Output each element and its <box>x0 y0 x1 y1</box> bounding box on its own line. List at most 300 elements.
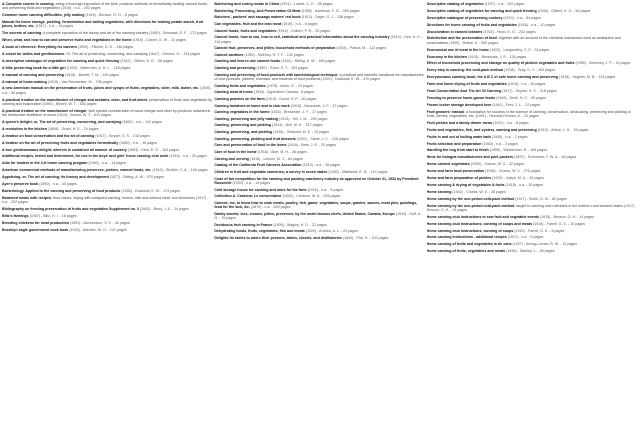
book-meta: (1653) - Kent, E. G. - 162 pages <box>127 147 180 152</box>
book-meta: (1870) - n.a. - 400 pages <box>250 205 291 210</box>
list-item <box>214 84 425 88</box>
book-title[interactable]: The secrets of canning <box>2 31 42 36</box>
book-title[interactable]: Balanced meals with recipes <box>2 195 51 200</box>
list-item <box>427 55 638 59</box>
book-meta: (1949) - Diehl, H. C. - 60 pages <box>496 95 547 100</box>
list-item <box>214 53 425 57</box>
list-item <box>214 194 425 198</box>
book-meta: (1916) - Abel, M. H. - 46 pages <box>257 150 307 155</box>
list-item <box>427 82 638 86</box>
column-2 <box>214 2 425 441</box>
book-title[interactable]: Hints for bologna manufacturers and pork packers <box>426 155 514 160</box>
book-title[interactable]: Fruit pickles and a family dinner menu <box>426 120 493 125</box>
book-meta: (1940) - n.a. - 14 pages <box>88 161 127 166</box>
book-description: together with an account of the chemical substances used as antiseptics and preservatives <box>426 36 621 45</box>
book-meta: (1916) - n.a. - 10 pages <box>517 22 556 27</box>
list-item <box>427 9 638 13</box>
book-meta: (1922) - Langworthy, C. F. - 31 pages <box>489 47 550 52</box>
list-item <box>427 162 638 166</box>
list-item <box>214 90 425 94</box>
list-item <box>427 96 638 100</box>
book-meta: (1921) - Lowrie, C. D. - 55 pages <box>280 2 333 6</box>
list-item <box>427 103 638 107</box>
book-meta: (1913) - Hill, J. M. - 202 pages <box>279 116 328 121</box>
book-meta: (1917) - n.a. - 202 pages <box>2 195 209 205</box>
book-meta: (1913) - Sayer, G. J. - 138 pages <box>301 15 354 20</box>
book-title[interactable]: Butchering and curing meats in China <box>214 2 280 6</box>
book-meta: (1917) - Snyder, S. S. - 218 pages <box>95 133 150 138</box>
list-item <box>2 207 213 211</box>
book-title[interactable]: Fruit growers' manual <box>426 109 465 114</box>
book-meta: (1887) - Rorer, S. T. - 104 pages <box>256 66 308 71</box>
list-item: A Complete course in canning: being a thorough exposition of the best, practical methods of hermetically sealing canned foods, and preserving fruits and vegetables (1919) - n.a. - 292 pages <box>2 2 208 11</box>
book-meta: (1917) - Benson, O. H. - 24 pages <box>426 203 637 212</box>
book-title[interactable]: Bibliography on freezing preservation of fruits and vegetables Supplement no. 2 <box>2 206 139 211</box>
list-item <box>214 117 425 121</box>
book-title[interactable]: Directions for home canning of fruits and vegetables <box>426 22 517 27</box>
book-meta: (1942) - Berry, J. A. - 14 pages <box>139 206 189 211</box>
book-meta: (1910) - Hoff, A. G. - 76 pages <box>214 211 422 221</box>
book-meta: (1918) - n.a. - 30 pages <box>505 182 544 187</box>
list-item <box>427 222 638 226</box>
book-title[interactable]: Home canning club instructions to sew fruit and vegetable events <box>426 214 539 219</box>
list-item <box>427 176 638 180</box>
list-item <box>427 128 638 132</box>
list-item <box>214 201 425 210</box>
book-meta: (1921) - Slade, J. C. - 216 pages <box>296 136 349 141</box>
book-meta: (1916) - Benson, O. H. - 8 pages <box>85 13 138 18</box>
list-item <box>2 168 213 172</box>
list-item <box>214 35 425 44</box>
list-item <box>2 66 213 70</box>
book-title[interactable]: Home canning by the one-period cold-pack method <box>426 203 515 208</box>
book-meta: (1937) - n.a. - 102 pages <box>484 2 525 6</box>
book-description: A complete exposition of the theory and art of the canning industry <box>42 31 149 36</box>
list-item <box>2 148 213 152</box>
list-item <box>427 169 638 173</box>
book-title[interactable]: Blitz's farmings <box>2 213 29 218</box>
book-title[interactable]: A revolution in the kitchen <box>2 126 47 131</box>
list-item <box>214 157 425 161</box>
book-title[interactable]: A practical treatise on the manufacture of vinegar and acetates, cider, and fruit-wines <box>2 97 148 102</box>
book-title[interactable]: Canning peaches on the farm <box>214 96 265 101</box>
book-meta: (1916) - Bear, J. R. - 20 pages <box>287 143 336 148</box>
book-title[interactable]: Manual for home storage, pickling, fermentation and salting vegetables, with directions for making potato starch, fruit juices, butters, etc. <box>2 20 204 29</box>
book-title[interactable]: Canning meat at home <box>214 90 253 95</box>
book-title[interactable]: A closet for ladies and gentlewomen <box>2 51 65 56</box>
book-title[interactable]: Catalog of the California Fruit Canners Association <box>214 163 302 168</box>
book-title[interactable]: Home canned vegetables <box>426 162 470 167</box>
list-item <box>214 137 425 141</box>
list-item <box>214 110 425 114</box>
book-title[interactable]: Descriptive catalog of vegetables for canning and quick freezing <box>426 8 537 13</box>
book-title[interactable]: Canned, me, to know how to cook meats, poultry, fish, game; vegetables, soups, gravies, sauces, meat pies, puddings, food for the sick, &c. <box>214 200 418 210</box>
book-meta: (1890) - Schwaab, E. F. - 173 pages <box>149 31 207 36</box>
list-item <box>427 142 638 146</box>
book-title[interactable]: Home canning instructions - additional recipes <box>426 235 507 240</box>
book-meta: (1920) - Andrea, A. L. - 24 pages <box>305 229 358 234</box>
book-title[interactable]: Freezing to preserve home-grown foods <box>426 95 496 100</box>
book-title[interactable]: Children in fruit and vegetable canneries; a survey in seven states <box>214 169 328 174</box>
book-title[interactable]: A practical treatise on the manufacture of vinegar <box>2 108 87 113</box>
book-meta: (1901) - Hemlow-Hinman, A. - 32 pages <box>475 113 539 118</box>
book-title[interactable]: Canning vegetables in the home <box>214 110 270 115</box>
book-title[interactable]: Cold storage house for canning and more for the farm <box>214 187 307 192</box>
book-meta: (1915) - Breazeale, J. F. - 37 pages <box>290 103 348 108</box>
book-meta: (1647) - Greene, G. - 134 pages <box>148 51 201 56</box>
book-meta: (1906) - n.a. - 56 pages <box>2 86 213 95</box>
book-title[interactable]: Ayer's preserve book <box>2 181 39 186</box>
book-title[interactable]: Home canning of fruits and vegetables in tin cans <box>426 242 512 247</box>
book-meta: (1916) - Breazeale, J. F. - 17 pages <box>270 110 327 115</box>
list-item <box>2 189 213 193</box>
book-meta: (1939) - Owens, W. V. - 32 pages <box>470 162 524 167</box>
book-title[interactable]: Care and preservation of food in the home <box>214 143 287 148</box>
book-title[interactable]: Fruits in and out of boiling water bath <box>426 134 491 139</box>
book-meta: (1915) - Farrell, G. E. - 6 pages <box>514 228 565 233</box>
book-meta: (1915) - Lincoln, M. J. - 64 pages <box>249 156 303 161</box>
book-title[interactable]: Home canning <box>426 189 452 194</box>
book-meta: (1910) - Gould, H. P. - 40 pages <box>265 96 317 101</box>
book-title[interactable]: Canned foods; how to can, how to sell, statistical and practical information about the canning industry <box>214 35 390 40</box>
book-title[interactable]: Discoloration in canned lobsters <box>426 29 483 34</box>
list-item <box>427 135 638 139</box>
book-title[interactable]: Canning, preserving and pickling <box>214 123 272 128</box>
book-meta: (1662) - n.a. - 110 pages <box>122 119 162 124</box>
book-meta: (1955) - Ashbrook, F. G. - 309 pages <box>301 8 360 13</box>
list-item <box>427 148 638 152</box>
list-item <box>214 163 425 167</box>
book-title[interactable]: A manual of canning and preserving <box>2 72 64 77</box>
book-meta: (1942) - Cruess, W. V. - 48 pages <box>452 189 506 194</box>
list-item <box>427 235 638 239</box>
book-meta: (1936) - Stanley, L. - 46 pages <box>506 249 555 254</box>
book-meta: (1940) - n.a. - 2 pages <box>491 134 528 139</box>
list-item <box>214 150 425 154</box>
book-meta: (1906) - Duckwall, E. W. - 174 pages <box>121 188 180 193</box>
list-item: Home canning by the one-period cold-pack method: taught to canning club members in the northern and western states (1917) - Benson, O. H. - 24 pages <box>426 203 637 212</box>
column-3 <box>427 2 638 441</box>
list-item <box>427 229 638 233</box>
book-title[interactable]: A true gentlewomans delight; wherein is contained all manner of cookery <box>2 147 127 152</box>
book-title[interactable]: Disinfection and the preservation of food <box>426 36 497 41</box>
book-description: preservation of fruits and vegetables by canning and evaporation <box>2 97 212 106</box>
book-description: a foundation for success in the science of canning, conservation, desiccating, preserving and pickling of fruits, berries, vegetables, etc. <box>426 109 631 118</box>
book-title[interactable]: Canned foods; fruits and vegetables <box>214 28 277 33</box>
book-description: taught to canning club members in the northern and western states <box>516 203 623 208</box>
book-title[interactable]: Canning fruits and vegetables <box>214 83 266 88</box>
book-meta: (1919) - Van Rensselaer, M. - 726 pages <box>47 79 113 84</box>
list-item <box>214 9 425 13</box>
list-item <box>2 221 213 225</box>
book-title[interactable]: A little preserving book for a little girl <box>2 65 66 70</box>
book-title[interactable]: Everywomans canning book; the A B C of safe home canning and preserving <box>426 75 558 80</box>
book-title[interactable]: Dehydrating foods, fruits, vegetables, fish and meats <box>214 229 305 234</box>
list-item <box>214 59 425 63</box>
list-item <box>214 66 425 70</box>
list-item <box>427 121 638 125</box>
book-title[interactable]: Handling the hog from start to finish <box>426 148 489 153</box>
book-meta: (1942) - Gilbert, H. G. - 58 pages <box>120 58 173 63</box>
list-item: Balanced meals with recipes: food values, drying with collapsed canning, menus, with and without meat, box luncheons (1917) - n.a. - 202 pages <box>2 195 209 205</box>
book-meta: (1916) - n.a. - 20 pages <box>169 154 207 159</box>
list-item <box>427 16 638 20</box>
book-title[interactable]: A manual of home-making <box>2 79 47 84</box>
book-title[interactable]: Home canning of fruits, vegetables and meats <box>426 249 506 254</box>
book-meta: (1915) - Benson, O. H. - 14 pages <box>539 214 595 219</box>
list-item <box>427 68 638 72</box>
book-title[interactable]: A book of reference: Everything for canners <box>2 45 77 50</box>
book-meta: (1916) - Bitting, A. W. - 160 pages <box>281 59 336 64</box>
book-title[interactable]: Collection A. Cardona; Le conservateur <box>214 194 282 199</box>
book-title[interactable]: Descriptive catalog of vegetables <box>426 2 484 6</box>
book-title[interactable]: Bacteriology. Applied to the canning and preserving of food products <box>2 188 121 193</box>
list-item <box>2 13 213 17</box>
book-title[interactable]: A treatise on the art of preserving fruits and vegetables hermetically <box>2 140 119 145</box>
book-meta: (1913) - n.a. - 36 pages <box>302 163 341 168</box>
book-title[interactable]: Appetizing, or, The art of canning; its history and development <box>2 175 109 180</box>
book-meta: (1890) - n.a. - 40 pages <box>39 181 77 186</box>
book-meta: (1919) - n.a. - 292 pages <box>60 6 101 11</box>
book-title[interactable]: Additional recipes, tested and determined, for use in the boys' and girls' home canning club work <box>2 154 169 159</box>
list-item <box>214 188 425 192</box>
book-meta: (1920) - Waterman, A. H. L. - 218 pages <box>66 65 131 70</box>
book-meta: (1918) - Griswold, M. E. - 19 pages <box>273 130 329 135</box>
book-title[interactable]: Food Conservation And The Art Of Canning <box>426 88 502 93</box>
list-item <box>214 97 425 101</box>
book-meta: (1927) - Arengo-Jones, R. W. - 12 pages <box>512 242 578 247</box>
book-meta: (1917) - n.a. - 16 pages <box>35 24 74 29</box>
list-item <box>427 30 638 34</box>
list-item: The secrets of canning: A complete exposition of the theory and art of the canning industry (1890) - Schwaab, E. F. - 173 pages <box>2 31 207 36</box>
book-meta: (1909) - Wagley, H. D. - 22 pages <box>273 222 327 227</box>
list-item <box>214 123 425 127</box>
list-item <box>2 59 213 63</box>
book-meta: (1890) - Brannt, W. T. - 534 pages <box>42 101 97 106</box>
list-item <box>2 228 213 232</box>
list-item <box>2 134 213 138</box>
book-title[interactable]: Canning, preserving, and pickling <box>214 130 273 135</box>
list-item <box>214 236 425 240</box>
list-item <box>427 249 638 253</box>
book-title[interactable]: A treatise on food conservation and the art of canning <box>2 133 95 138</box>
book-title[interactable]: When, what, and how to can and preserve fruits and vegetables in the home <box>2 38 132 43</box>
list-item <box>427 155 638 159</box>
list-item <box>427 190 638 194</box>
book-meta: (1914) - Brannt, W. T. - 610 pages <box>56 113 111 118</box>
book-meta: (1940) - n.a. - 2 pages <box>482 141 518 146</box>
book-title[interactable]: Home canning by the one-period cold-pack method <box>426 196 515 201</box>
book-meta: (1914) - Gee, A. H. - 216 pages <box>214 35 423 44</box>
book-title[interactable]: Farm and home drying of fruits and vegetables <box>426 82 507 87</box>
book-title[interactable]: Home canning & drying of vegetables & fruits <box>426 182 505 187</box>
book-meta: (1842) - Cardone, M. A. - 516 pages <box>282 194 341 199</box>
list-item <box>427 23 638 27</box>
book-meta: (1919) - n.a. - 54 pages <box>503 15 541 20</box>
list-item <box>214 143 425 147</box>
book-description: a practical and scientific handbook for manufacturers of food products, jobbers, chemists, and students of food problems <box>214 72 424 81</box>
book-title[interactable]: American commercial methods of manufacturing preserves, pickles, canned foods, etc. <box>2 168 152 173</box>
book-title[interactable]: Care of food in the home <box>214 150 257 155</box>
book-title[interactable]: Economical use of meat in the home <box>426 47 489 52</box>
book-meta: (1916) - Farrell, G. E. - 10 pages <box>533 221 586 226</box>
book-meta: (1914) - Neil, M. H. - 317 pages <box>272 123 323 128</box>
book-meta: (1955) - Sweeney, J. P. - 10 pages <box>575 61 631 66</box>
book-title[interactable]: Home canning club instructions; canning of soups and meats <box>426 221 533 226</box>
book-meta: (1912) - Arthur, L. H. - 25 pages <box>537 127 589 132</box>
book-title[interactable]: Frozen locker storage developed here <box>426 102 492 107</box>
list-item <box>427 197 638 201</box>
list-item <box>214 229 425 233</box>
column-1 <box>2 2 213 441</box>
book-meta: (1900) - Rideal, S. - 502 pages <box>449 40 499 45</box>
book-title[interactable]: A descriptive catalogue of vegetables for canning and quick freezing <box>2 58 120 63</box>
book-title[interactable]: Canning tomatoes at home and in club work <box>214 103 290 108</box>
book-title[interactable]: A queen's delight; or, The art of preserving, conserving, and candying <box>2 119 122 124</box>
book-title[interactable]: Canning and how to use canned foods <box>214 59 281 64</box>
book-title[interactable]: Effect of household processing and storage on quality of pickled vegetables and fruits <box>426 61 575 66</box>
book-meta: (1922) - Hood, E. G. - 252 pages <box>483 29 536 34</box>
list-item: A closet for ladies and gentlewomen: Or, The art of preserving, conserving, and candying (1647) - Greene, G. - 134 pages <box>2 51 201 56</box>
book-meta: (1940) - Gilbert, H. G. - 54 pages <box>537 8 591 13</box>
book-title[interactable]: Home canning club instructions; canning of soups <box>426 228 514 233</box>
list-item <box>214 223 425 227</box>
book-title[interactable]: A Complete course in canning <box>2 2 54 6</box>
list-item <box>427 215 638 219</box>
book-title[interactable]: Butchers', packers' and sausage makers' red book <box>214 15 301 20</box>
list-item <box>2 175 213 179</box>
book-description: Or, The art of preserving, conserving, and candying <box>66 51 148 56</box>
list-item <box>2 73 213 77</box>
book-meta: (1869) - n.a. - 16 pages <box>119 140 157 145</box>
book-title[interactable]: Canning, preserving and jelly making <box>214 116 279 121</box>
book-title[interactable]: Deciduous fruit canning in France <box>214 222 273 227</box>
book-meta: (1918) - Barrett, T. M. - 120 pages <box>64 72 120 77</box>
list-item <box>2 45 213 49</box>
list-item <box>427 75 638 79</box>
list-item <box>2 154 213 158</box>
book-title[interactable]: Home and farm food preservation <box>426 169 485 174</box>
book-meta: (1934) - Agriculture Canada - 8 pages <box>253 90 315 95</box>
book-meta: (1950) - McElroy, R. T. F. - 130 pages <box>244 52 304 57</box>
book-title[interactable]: Breeding chickens for meat production <box>2 220 69 225</box>
book-title[interactable]: Common home canning difficulties, jelly making <box>2 13 85 18</box>
book-meta: (1941) - Ferd, J. L. - 12 pages <box>492 102 541 107</box>
list-item <box>214 177 425 186</box>
book-meta: (1930) - Matthews, E. N. - 147 pages <box>328 169 388 174</box>
book-title[interactable]: Canning and preserving of food products with bacteriological technique <box>214 72 338 77</box>
list-item <box>2 182 213 186</box>
book-meta: (1917) - n.a. - 6 pages <box>507 235 544 240</box>
list-item <box>214 46 425 50</box>
list-item: A practical treatise on the manufacture of vinegar: with special consideration of wood vinegar and other by-products obtained in the destructive distillation of wood (1914) - Brannt, W. T. - 610 pages <box>2 108 211 118</box>
list-item <box>214 104 425 108</box>
list-item <box>2 38 213 42</box>
book-title[interactable]: Fruits selection and preparation <box>426 141 482 146</box>
book-meta: (1918) - Hughes, M. B. - 124 pages <box>559 75 616 80</box>
list-item <box>2 120 213 124</box>
book-title[interactable]: Canning, preserving, pickling and fruit desserts <box>214 136 296 141</box>
book-title[interactable]: Brooklyn eagle government cook book <box>2 227 69 232</box>
book-title[interactable]: Code of fair competition for the canning and packing machinery industry as approved on October 31, 1933 by President Roosevelt <box>214 176 419 185</box>
list-item <box>427 2 638 6</box>
book-description: food values, drying with collapsed canning, menus, with and without meat, box luncheons <box>52 195 195 200</box>
book-meta: (1877) - Bitting, A. W. - 970 pages <box>109 175 164 180</box>
book-meta: (1912) - Shriklin, C. A. - 134 pages <box>152 168 208 173</box>
book-meta: (1915) - n.a. - 5 pages <box>307 187 344 192</box>
book-meta: (1917) - Snyder, S. S. - 218 pages <box>502 88 557 93</box>
book-title[interactable]: A new American manual on the preservation of fruits, juices and syrups of fruits, vegetables, cider, milk, butter, etc. <box>2 86 200 91</box>
book-title[interactable]: Canned sardines <box>214 52 244 57</box>
book-meta: (1912) - n.a. - 8 pages <box>493 120 529 125</box>
list-item <box>214 15 425 19</box>
book-title[interactable]: Carving and serving <box>214 156 249 161</box>
list-item <box>214 29 425 33</box>
book-meta: (1918) - Gray, G. V. - 264 pages <box>504 68 556 73</box>
book-title[interactable]: Can vegetables, fruit and the lean meat <box>214 21 282 26</box>
book-meta: (1918) - Allender, W. O. - 122 pages <box>69 227 127 232</box>
book-meta: (1950) - Westerman, B. - 166 pages <box>489 148 548 153</box>
book-title[interactable]: Aids for leaders in the 4-H home canning program <box>2 161 88 166</box>
book-title[interactable]: Home and farm preparation of pickles <box>426 175 492 180</box>
book-description: being a thorough exposition of the best, practical methods of hermetically sealing canned foods, and preserving fruits and vegetables <box>2 2 208 11</box>
book-meta: (1918) - n.a. - 40 pages <box>507 82 546 87</box>
book-title[interactable]: Every step in canning: the cold-pack method <box>426 68 504 73</box>
book-meta: (1933) - n.a. - 14 pages <box>232 180 271 185</box>
list-item <box>214 130 425 134</box>
list-item <box>2 80 213 84</box>
list-item: A practical treatise on the manufacture of vinegar and acetates, cider, and fruit-wines: preservation of fruits and vegetables by canning and evaporation (1890) - Brannt, W. T. - 534 pages <box>2 97 212 106</box>
book-meta: (1904) - Parloa, M. - 112 pages <box>336 46 387 51</box>
book-title[interactable]: Canning and preserving <box>214 66 256 71</box>
book-meta: (1918) - Cruess, W. V. - 276 pages <box>485 169 541 174</box>
book-title[interactable]: Economy in the kitchen <box>426 54 467 59</box>
book-meta: (1919) - n.a. - 8 pages <box>282 21 318 26</box>
list-item <box>427 61 638 65</box>
list-item <box>427 89 638 93</box>
book-meta: (1919) - Breazeale, J. F. - 134 pages <box>468 54 527 59</box>
list-item <box>427 48 638 52</box>
list-item <box>2 141 213 145</box>
list-item: Fruit growers' manual: a foundation for success in the science of canning, conservation, desiccating, preserving and pickling of fruits, berries, vegetables, etc. (1901) - Hemlow-Hinman, A. - 32 pages <box>426 109 631 118</box>
book-meta: (1951) - Asmundson, V. S. - 40 pages <box>69 220 130 225</box>
book-title[interactable]: Descriptive catalogue of preserving cookery <box>426 15 503 20</box>
list-item <box>2 161 213 165</box>
list-item <box>2 127 213 131</box>
book-meta: (1907) - Blitz, H. I. - 16 pages <box>29 213 77 218</box>
book-meta: (1859) - Grant, H. S. - 24 pages <box>48 126 99 131</box>
book-title[interactable]: Fruits and vegetables, fish, and oysters, canning and preserving <box>426 127 537 132</box>
book-meta: (1917) - Smith, G. M. - 60 pages <box>515 196 567 201</box>
book-title[interactable]: Butchering, Processing, And Preservation Of Meat <box>214 8 301 13</box>
book-title[interactable]: Dainty sweets; ices, creams, jellies, preserves; by the world famous chefs, United States, Canada, Europe <box>214 211 395 216</box>
book-meta: (1913) - Colbert, P. R. - 20 pages <box>277 28 331 33</box>
list-item <box>2 86 213 95</box>
list-item <box>427 183 638 187</box>
book-meta: (1915) - Carver, G. W. - 10 pages <box>132 38 186 43</box>
list-item <box>214 2 425 6</box>
list-item: Disinfection and the preservation of food: together with an account of the chemical substances used as antiseptics and preservatives (1900) - Rideal, S. - 502 pages <box>426 36 621 45</box>
book-title[interactable]: Canned fruit, preserves, and jellies; household methods of preparation <box>214 46 336 51</box>
book-meta: (1644) - Plat, H. - 102 pages <box>342 235 389 240</box>
book-meta: (1920) - Duckwall, E. W. - 470 pages <box>321 77 380 81</box>
list-item: Canning and preserving of food products with bacteriological technique: a practical and scientific handbook for manufacturers of food products, jobbers, chemists, and students of food problems (1920) - Duckwall, E. W. - 470 pages <box>214 72 424 81</box>
book-description: with special consideration of wood vinegar and other by-products obtained in the destructive distillation of wood <box>2 108 211 118</box>
list-item <box>214 212 425 221</box>
book-meta: (1897) - Schroeder, F. W. A. - 48 pages <box>514 155 577 160</box>
book-title[interactable]: Delights for ladies to adorn their persons, tables, closets, and distillatories <box>214 235 342 240</box>
list-item <box>2 20 213 29</box>
